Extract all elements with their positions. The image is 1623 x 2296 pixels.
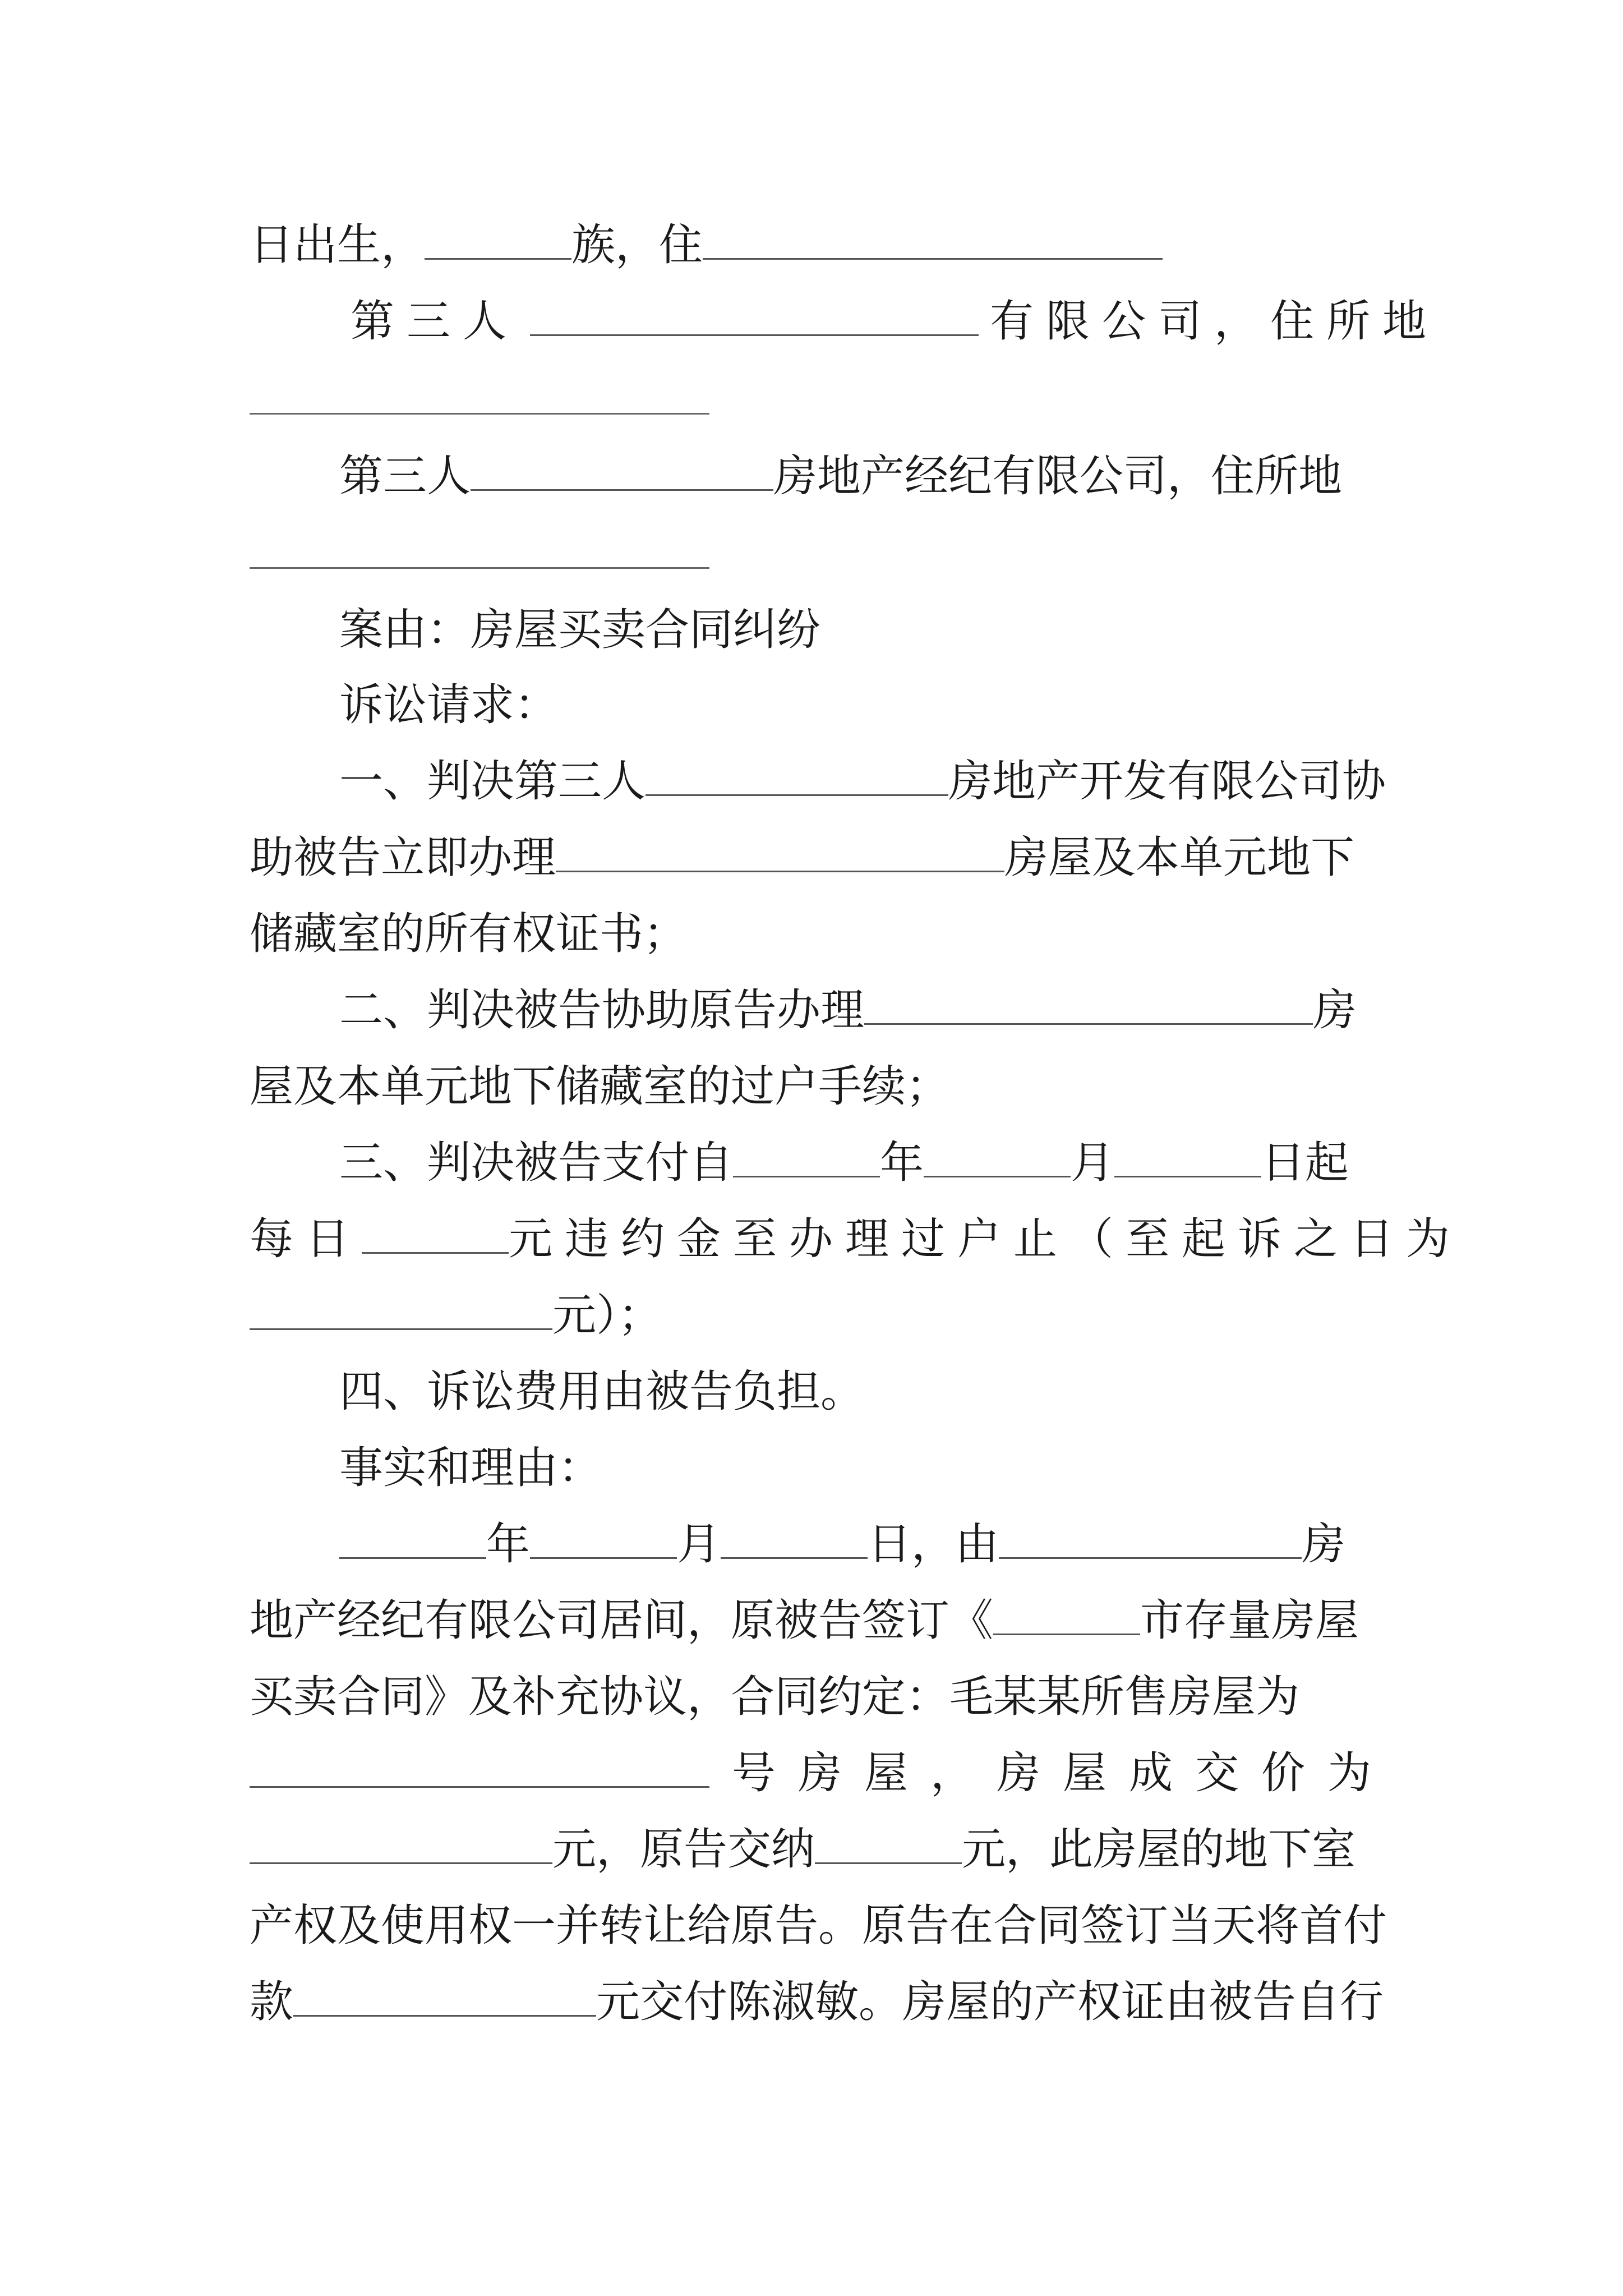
text-segment: 元）； — [552, 1290, 662, 1341]
text-segment: 元违约金至办理过户止（至起诉之日为 — [509, 1214, 1463, 1264]
blank-field — [815, 1826, 962, 1864]
text-line: 事实和理由： — [339, 1443, 602, 1493]
blank-field — [250, 413, 709, 415]
text-line — [250, 1737, 1394, 1810]
text-segment: 第三人 — [339, 451, 471, 501]
blank-field — [250, 1750, 709, 1788]
blank-field — [339, 1521, 486, 1559]
text-line — [339, 1508, 1345, 1581]
blank-field — [733, 1140, 880, 1177]
blank-field — [645, 758, 948, 796]
text-line — [339, 440, 1342, 513]
blank-field — [530, 1521, 677, 1559]
blank-field — [721, 1521, 868, 1559]
text-segment: 房屋及本单元地下 — [1004, 832, 1355, 883]
text-segment: 月 — [1071, 1138, 1115, 1188]
text-line: 买卖合同》及补充协议，合同约定：毛某某所售房屋为 — [250, 1672, 1300, 1722]
text-segment: 房地产经纪有限公司，住所地 — [773, 451, 1343, 501]
text-segment: 一、判决第三人 — [339, 756, 646, 807]
text-segment: 地产经纪有限公司居间，原被告签订《 — [250, 1595, 994, 1646]
text-segment: 月 — [677, 1519, 721, 1570]
text-line: 产权及使用权一并转让给原告。原告在合同签订当天将首付 — [250, 1901, 1387, 1951]
text-segment: 元交付陈淑敏。房屋的产权证由被告自行 — [596, 1977, 1384, 2027]
text-segment: 市存量房屋 — [1140, 1595, 1359, 1646]
blank-field — [556, 835, 1004, 872]
text-segment: 房 — [1302, 1519, 1346, 1570]
text-segment: 日起 — [1261, 1138, 1349, 1188]
text-line — [250, 209, 1163, 282]
blank-field — [293, 1979, 596, 2017]
text-segment: 号房屋，房屋成交价为 — [732, 1748, 1394, 1798]
blank-field — [993, 1598, 1140, 1635]
blank-field — [250, 1292, 552, 1330]
text-line — [250, 1203, 1462, 1276]
text-segment: 年 — [486, 1519, 531, 1570]
text-segment: 第三人 — [351, 296, 519, 347]
text-line — [250, 1584, 1359, 1657]
blank-field — [471, 453, 773, 491]
text-line — [250, 1279, 662, 1352]
text-line: 案由：房屋买卖合同纠纷 — [339, 605, 821, 655]
blank-field — [425, 222, 571, 260]
text-segment: 二、判决被告协助原告办理 — [339, 985, 865, 1036]
text-line: 诉讼请求： — [339, 680, 559, 730]
text-segment: 元，此房屋的地下室 — [962, 1824, 1356, 1875]
text-line — [339, 745, 1386, 818]
text-segment: 三、判决被告支付自 — [339, 1138, 734, 1188]
text-line: 四、诉讼费用由被告负担。 — [339, 1366, 865, 1417]
text-segment: 元，原告交纳 — [552, 1824, 815, 1875]
text-segment: 助被告立即办理 — [250, 832, 556, 883]
blank-field — [703, 222, 1163, 260]
text-line: 储藏室的所有权证书； — [250, 909, 688, 959]
text-segment: 每日 — [250, 1214, 362, 1264]
blank-field — [250, 1826, 552, 1864]
text-segment: 族，住 — [571, 220, 703, 270]
text-line — [250, 1966, 1384, 2039]
blank-field — [250, 567, 709, 569]
blank-field — [530, 298, 979, 336]
blank-field — [864, 987, 1313, 1025]
text-line — [339, 1126, 1349, 1199]
text-segment: 有限公司，住所地 — [990, 296, 1439, 347]
text-segment: 日，由 — [868, 1519, 999, 1570]
blank-field — [999, 1521, 1302, 1559]
blank-field — [1114, 1140, 1261, 1177]
text-segment: 房 — [1313, 985, 1357, 1036]
blank-field — [362, 1216, 509, 1254]
text-line: 屋及本单元地下储藏室的过户手续； — [250, 1061, 950, 1112]
text-segment: 年 — [880, 1138, 924, 1188]
blank-field — [924, 1140, 1071, 1177]
text-line — [351, 285, 1438, 358]
text-line — [250, 1813, 1355, 1886]
text-line — [250, 821, 1354, 894]
text-segment: 款 — [250, 1977, 294, 2027]
text-segment: 房地产开发有限公司协 — [948, 756, 1386, 807]
text-segment: 日出生， — [250, 220, 425, 270]
text-line — [339, 974, 1357, 1047]
